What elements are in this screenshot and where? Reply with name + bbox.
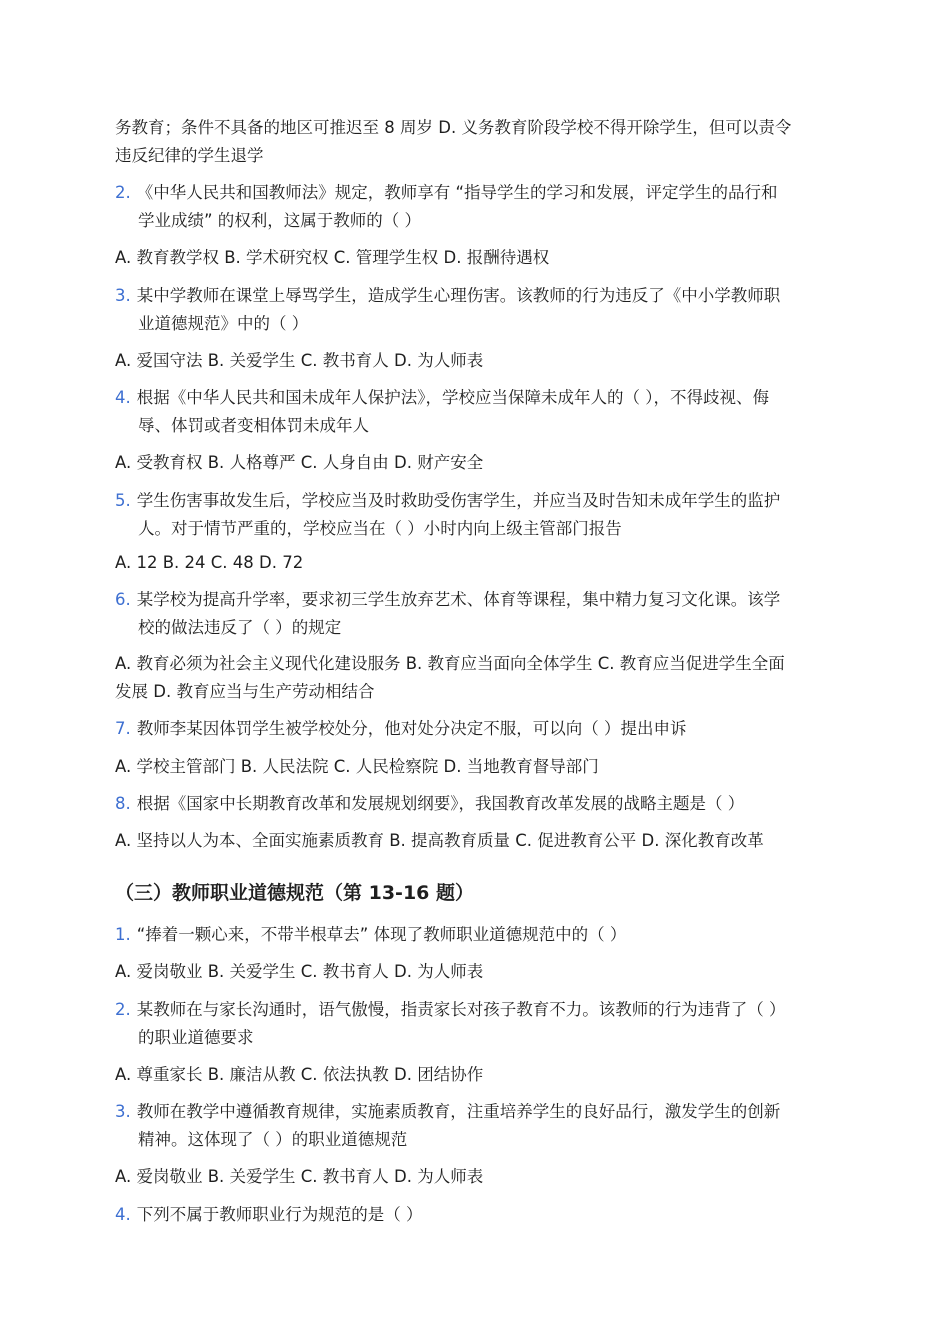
- question-text-cont: 精神。这体现了（ ）的职业道德规范: [138, 1130, 408, 1149]
- question-text-cont: 人。对于情节严重的，学校应当在（ ）小时内向上级主管部门报告: [138, 519, 622, 538]
- question-text-cont: 校的做法违反了（ ）的规定: [138, 618, 342, 637]
- question-options: A. 12 B. 24 C. 48 D. 72: [115, 553, 304, 572]
- question-options: A. 学校主管部门 B. 人民法院 C. 人民检察院 D. 当地教育督导部门: [115, 757, 599, 776]
- question-options: A. 尊重家长 B. 廉洁从教 C. 依法执教 D. 团结协作: [115, 1065, 484, 1084]
- question-text: 教师在教学中遵循教育规律，实施素质教育，注重培养学生的良好品行，激发学生的创新: [136, 1102, 781, 1121]
- question-7: [115, 715, 687, 743]
- question-number: 4.: [115, 1205, 131, 1224]
- question-8: [115, 790, 744, 818]
- question-text: “捧着一颗心来，不带半根草去” 体现了教师职业道德规范中的（ ）: [136, 925, 627, 944]
- question-options: A. 受教育权 B. 人格尊严 C. 人身自由 D. 财产安全: [115, 453, 484, 472]
- question-number: 4.: [115, 388, 131, 407]
- question-2: [115, 179, 778, 207]
- question-number: 3.: [115, 1102, 131, 1121]
- question-text: 某中学教师在课堂上辱骂学生，造成学生心理伤害。该教师的行为违反了《中小学教师职: [136, 286, 781, 305]
- question-6: [115, 586, 780, 614]
- question-number: 6.: [115, 590, 131, 609]
- question-text: 下列不属于教师职业行为规范的是（ ）: [136, 1205, 423, 1224]
- question-text: 《中华人民共和国教师法》规定，教师享有 “指导学生的学习和发展，评定学生的品行和: [136, 183, 778, 202]
- question-options: A. 坚持以人为本、全面实施素质教育 B. 提高教育质量 C. 促进教育公平 D. 深化教育改革: [115, 831, 764, 850]
- question-number: 7.: [115, 719, 131, 738]
- question-text: 根据《中华人民共和国未成年人保护法》，学校应当保障未成年人的（ ），不得歧视、侮: [136, 388, 769, 407]
- question-options: A. 教育教学权 B. 学术研究权 C. 管理学生权 D. 报酬待遇权: [115, 248, 550, 267]
- question-1: [115, 921, 626, 949]
- question-options: A. 爱岗敬业 B. 关爱学生 C. 教书育人 D. 为人师表: [115, 1167, 484, 1186]
- section-heading: （三）教师职业道德规范（第 13-16 题）: [115, 882, 474, 904]
- question-5: [115, 487, 780, 515]
- question-number: 5.: [115, 491, 131, 510]
- question-text-cont: 业道德规范》中的（ ）: [138, 314, 309, 333]
- question-text: 学生伤害事故发生后，学校应当及时救助受伤害学生，并应当及时告知未成年学生的监护: [136, 491, 781, 510]
- question-options: A. 教育必须为社会主义现代化建设服务 B. 教育应当面向全体学生 C. 教育应当促进学生全面: [115, 654, 785, 673]
- question-text: 某学校为提高升学率，要求初三学生放弃艺术、体育等课程，集中精力复习文化课。该学: [136, 590, 781, 609]
- question-text: 教师李某因体罚学生被学校处分，他对处分决定不服，可以向（ ）提出申诉: [136, 719, 687, 738]
- question-4: [115, 384, 769, 412]
- question-text: 根据《国家中长期教育改革和发展规划纲要》，我国教育改革发展的战略主题是（ ）: [136, 794, 745, 813]
- question-text-cont: 学业成绩” 的权利，这属于教师的（ ）: [138, 211, 422, 230]
- question-3: [115, 1098, 780, 1126]
- question-4: [115, 1201, 423, 1229]
- question-number: 8.: [115, 794, 131, 813]
- question-options: A. 爱岗敬业 B. 关爱学生 C. 教书育人 D. 为人师表: [115, 962, 484, 981]
- question-text: 某教师在与家长沟通时，语气傲慢，指责家长对孩子教育不力。该教师的行为违背了（ ）: [136, 1000, 786, 1019]
- question-number: 2.: [115, 1000, 131, 1019]
- question-text-cont: 的职业道德要求: [138, 1028, 254, 1047]
- question-options: A. 爱国守法 B. 关爱学生 C. 教书育人 D. 为人师表: [115, 351, 484, 370]
- question-number: 1.: [115, 925, 131, 944]
- question-number: 2.: [115, 183, 131, 202]
- question-2: [115, 996, 786, 1024]
- question-3: [115, 282, 780, 310]
- intro-line-2: 违反纪律的学生退学: [115, 146, 264, 165]
- intro-line-1: 务教育；条件不具备的地区可推迟至 8 周岁 D. 义务教育阶段学校不得开除学生，但可以责令: [115, 118, 792, 137]
- question-text-cont: 辱、体罚或者变相体罚未成年人: [138, 416, 369, 435]
- question-options-cont: 发展 D. 教育应当与生产劳动相结合: [115, 682, 375, 701]
- question-number: 3.: [115, 286, 131, 305]
